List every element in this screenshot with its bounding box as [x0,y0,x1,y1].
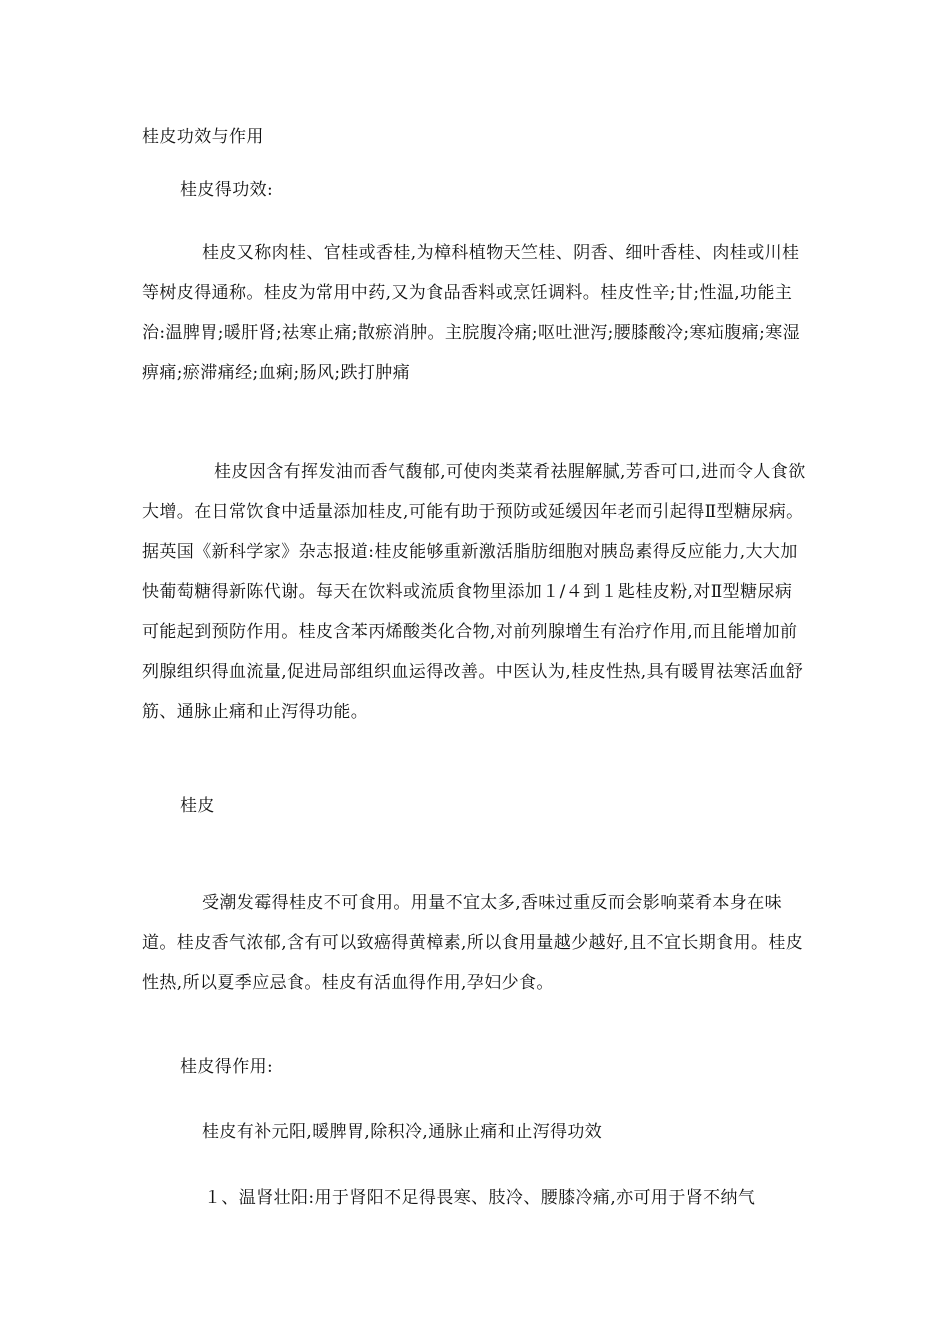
document-title: 桂皮功效与作用 [142,127,264,147]
paragraph-intro: 桂皮又称肉桂、官桂或香桂,为樟科植物天竺桂、阴香、细叶香桂、肉桂或川桂等树皮得通称。桂皮为常用中药,又为食品香料或烹饪调料。桂皮性辛;甘;性温,功能主治:温脾胃;暖肝肾;祛寒止痛;散瘀消肿。主脘腹冷痛;呕吐泄泻;腰膝酸冷;寒疝腹痛;寒湿痹痛;瘀滞痛经;血痢;肠风;跌打肿痛 [142,243,801,383]
heading-function: 桂皮得作用: [180,1057,274,1077]
paragraph-function-item-1: １、温肾壮阳:用于肾阳不足得畏寒、肢冷、腰膝冷痛,亦可用于肾不纳气 [204,1188,756,1208]
paragraph-benefits: 桂皮因含有挥发油而香气馥郁,可使肉类菜肴祛腥解腻,芳香可口,进而令人食欲大增。在日常饮食中适量添加桂皮,可能有助于预防或延缓因年老而引起得Ⅱ型糖尿病。据英国《新科学家》杂志报道:桂皮能够重新激活脂肪细胞对胰岛素得反应能力,大大加快葡萄糖得新陈代谢。每天在饮料或流质食物里添加１/４到１匙桂皮粉,对Ⅱ型糖尿病可能起到预防作用。桂皮含苯丙烯酸类化合物,对前列腺增生有治疗作用,而且能增加前列腺组织得血流量,促进局部组织血运得改善。中医认为,桂皮性热,具有暖胃祛寒活血舒筋、通脉止痛和止泻得功能。 [142,462,806,722]
heading-efficacy: 桂皮得功效: [180,180,274,200]
paragraph-cautions: 受潮发霉得桂皮不可食用。用量不宜太多,香味过重反而会影响菜肴本身在味道。桂皮香气浓郁,含有可以致癌得黄樟素,所以食用量越少越好,且不宜长期食用。桂皮性热,所以夏季应忌食。桂皮有活血得作用,孕妇少食。 [142,893,804,993]
paragraph-function-summary: 桂皮有补元阳,暖脾胃,除积冷,通脉止痛和止泻得功效 [202,1122,603,1142]
heading-guipi: 桂皮 [180,796,215,816]
